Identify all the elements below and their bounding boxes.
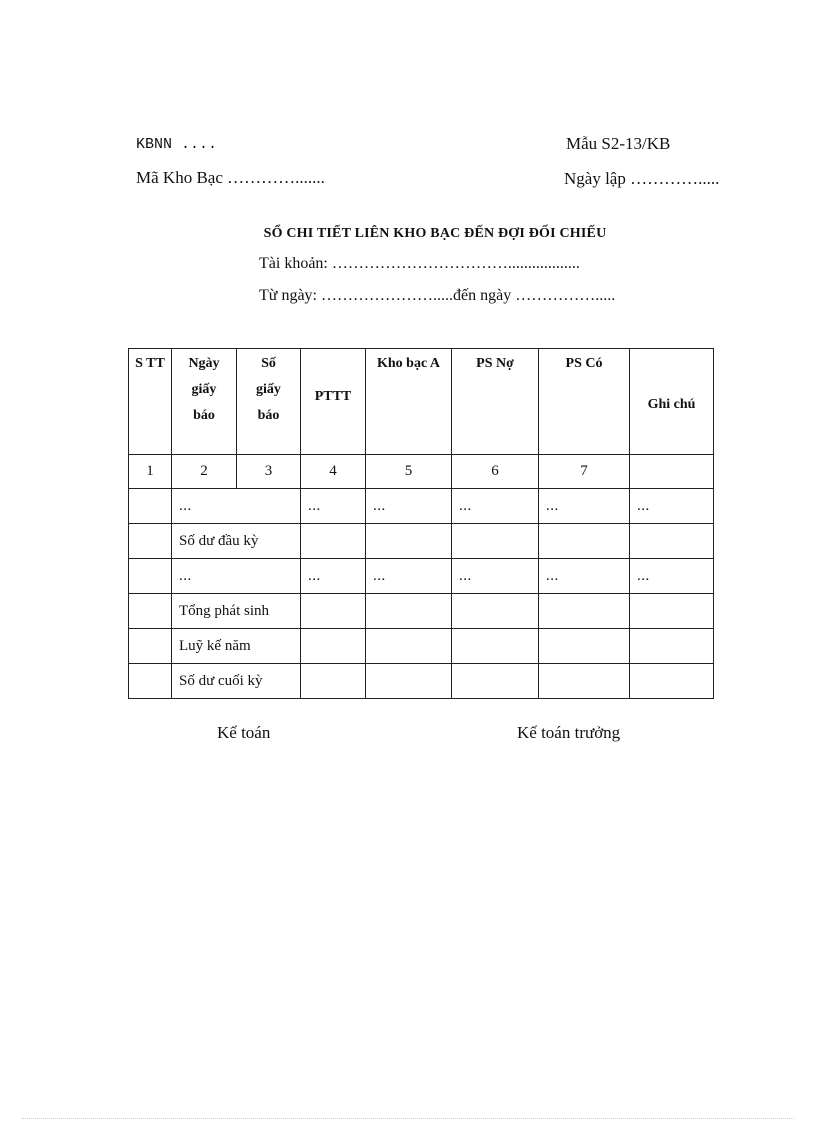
treasury-code-field: Mã Kho Bạc …………....... — [136, 168, 325, 187]
col-num — [630, 455, 714, 489]
header-row — [129, 349, 714, 455]
document-title — [0, 226, 816, 242]
ellipsis-cell: ... — [366, 489, 452, 524]
table-cell — [539, 524, 630, 559]
table-row — [129, 664, 714, 699]
col-num: 6 — [452, 455, 539, 489]
table-cell — [366, 629, 452, 664]
ellipsis-cell: ... — [366, 559, 452, 594]
year-to-date-label: Luỹ kế năm — [172, 629, 301, 664]
table-row — [129, 629, 714, 664]
table-cell — [301, 594, 366, 629]
page-footer-rule — [22, 1118, 794, 1119]
table-cell — [452, 594, 539, 629]
period-field: Từ ngày: ………………….....đến ngày ……………..... — [259, 287, 616, 304]
ellipsis-cell: ... — [630, 489, 714, 524]
header-stt: S TT — [129, 349, 172, 455]
table-cell — [630, 524, 714, 559]
header-notice-date: Ngày giấy báo — [172, 349, 237, 455]
table-cell — [630, 664, 714, 699]
ledger-table — [128, 348, 714, 699]
ellipsis-cell: ... — [452, 559, 539, 594]
col-num: 5 — [366, 455, 452, 489]
table-cell — [129, 524, 172, 559]
table-cell — [452, 524, 539, 559]
col-num: 1 — [129, 455, 172, 489]
table-cell — [366, 664, 452, 699]
date-created-field: Ngày lập …………..... — [564, 169, 720, 188]
header-payment-method: PTTT — [301, 349, 366, 455]
ellipsis-cell: ... — [301, 489, 366, 524]
table-cell — [129, 664, 172, 699]
accountant-signature-label: Kế toán — [217, 723, 271, 742]
header-note: Ghi chú — [630, 349, 714, 455]
header-credit: PS Có — [539, 349, 630, 455]
table-row — [129, 594, 714, 629]
table-cell — [630, 629, 714, 664]
table-row — [129, 524, 714, 559]
table-cell — [301, 664, 366, 699]
ellipsis-cell: ... — [539, 559, 630, 594]
table-row — [129, 559, 714, 594]
table-cell — [539, 629, 630, 664]
table-cell — [539, 594, 630, 629]
col-num: 4 — [301, 455, 366, 489]
table-cell — [630, 594, 714, 629]
table-cell — [129, 594, 172, 629]
col-num: 7 — [539, 455, 630, 489]
table-cell — [301, 629, 366, 664]
table-cell — [129, 629, 172, 664]
chief-accountant-signature-label: Kế toán trưởng — [517, 723, 621, 742]
ellipsis-cell: ... — [452, 489, 539, 524]
account-field: Tài khoản: …………………………….................. — [259, 255, 580, 272]
column-number-row — [129, 455, 714, 489]
form-code: Mẫu S2-13/KB — [566, 134, 671, 153]
col-num: 3 — [237, 455, 301, 489]
table-cell — [301, 524, 366, 559]
table-row — [129, 489, 714, 524]
table-cell — [129, 559, 172, 594]
table-cell — [539, 664, 630, 699]
opening-balance-label: Số dư đầu kỳ — [172, 524, 301, 559]
table-cell — [366, 594, 452, 629]
header-debit: PS Nợ — [452, 349, 539, 455]
ellipsis-cell: ... — [301, 559, 366, 594]
table-cell — [129, 489, 172, 524]
table-cell — [452, 664, 539, 699]
closing-balance-label: Số dư cuối kỳ — [172, 664, 301, 699]
total-arising-label: Tổng phát sinh — [172, 594, 301, 629]
header-treasury-a: Kho bạc A — [366, 349, 452, 455]
ellipsis-cell: ... — [172, 489, 301, 524]
ellipsis-cell: ... — [172, 559, 301, 594]
document-title-text: SỔ CHI TIẾT LIÊN KHO BẠC ĐẾN ĐỢI ĐỐI CHIẾU — [263, 226, 607, 241]
ellipsis-cell: ... — [630, 559, 714, 594]
header-notice-number: Số giấy báo — [237, 349, 301, 455]
col-num: 2 — [172, 455, 237, 489]
ellipsis-cell: ... — [539, 489, 630, 524]
agency-label: KBNN .... — [136, 136, 218, 153]
table-cell — [366, 524, 452, 559]
table-cell — [452, 629, 539, 664]
